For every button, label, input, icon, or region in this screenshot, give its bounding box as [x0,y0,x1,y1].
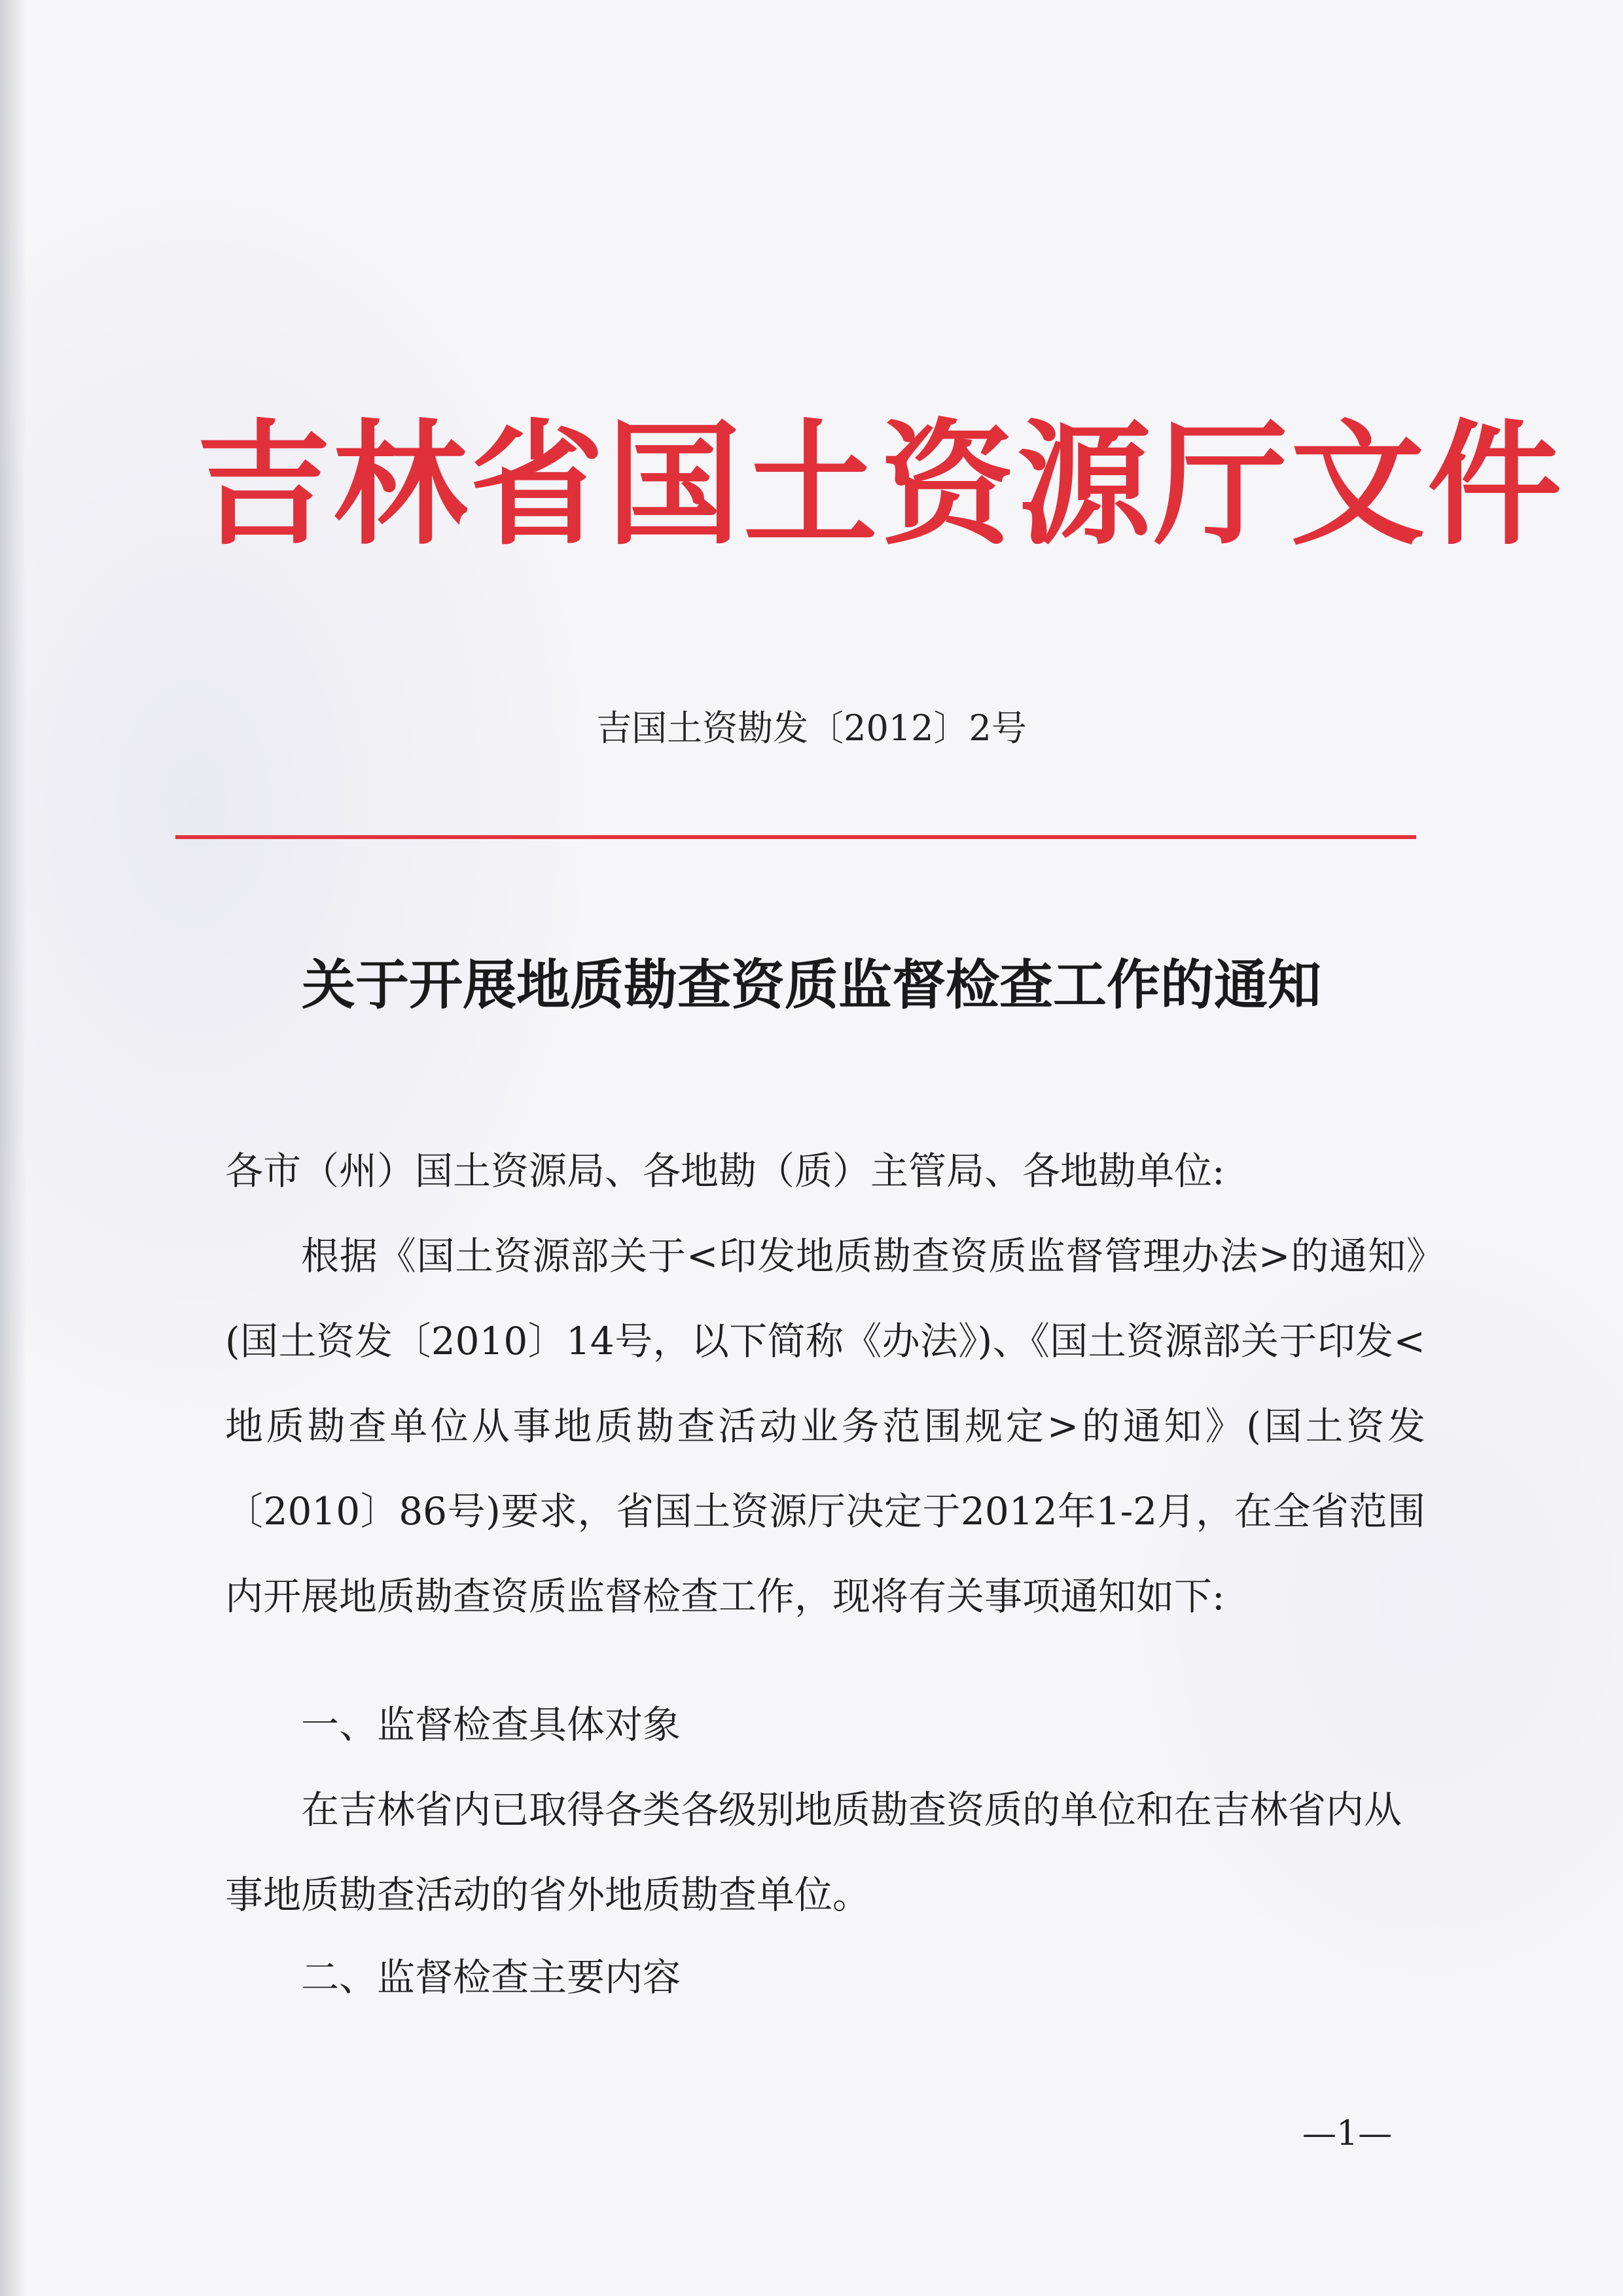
notice-title: 关于开展地质勘查资质监督检查工作的通知 [301,954,1321,1016]
page-number: —1— [1302,2114,1393,2153]
section-heading-2: 二、监督检查主要内容 [301,1955,681,2000]
paragraph-section-1: 在吉林省内已取得各类各级别地质勘查资质的单位和在吉林省内从事地质勘查活动的省外地质勘查单位。 [225,1787,1402,1917]
section-heading-1: 一、监督检查具体对象 [301,1702,681,1747]
document-number: 吉国土资勘发〔2012〕2号 [596,708,1027,749]
scan-edge-shadow [0,0,26,2296]
document-header-title: 吉林省国土资源厅文件 [196,408,1564,564]
header-divider-rule [175,835,1416,839]
salutation: 各市（州）国土资源局、各地勘（质）主管局、各地勘单位: [225,1149,1225,1193]
paragraph-intro: 根据《国土资源部关于<印发地质勘查资质监督管理办法>的通知》(国土资发〔2010〕14号，以下简称《办法》)、《国土资源部关于印发<地质勘查单位从事地质勘查活动业务范围规定>的通知》(国土资发〔2010〕86号)要求，省国土资源厅决定于2012年1-2月，在全省范围内开展地质勘查资质监督检查工作，现将有关事项通知如下: [225,1234,1425,1619]
